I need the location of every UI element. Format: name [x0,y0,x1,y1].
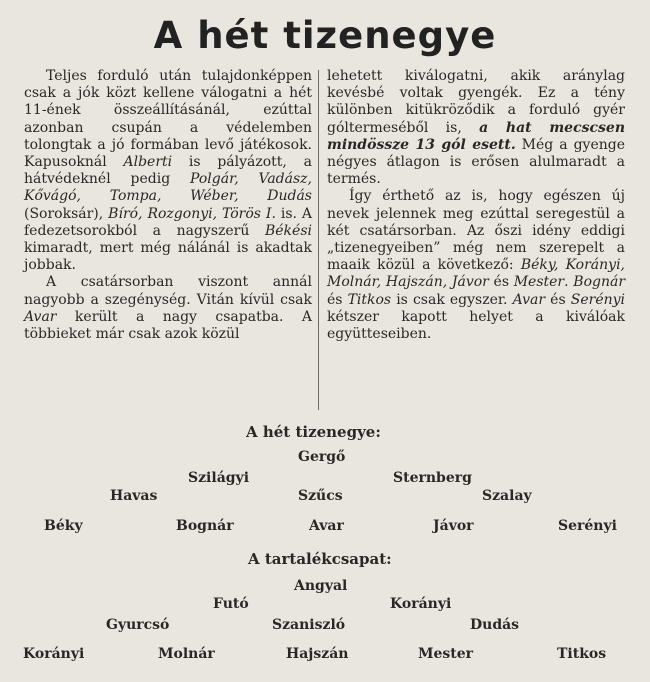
reserve-goalkeeper: Angyal [294,578,348,594]
lineup-halfback: Szalay [482,488,532,504]
text-run: is pályázott, a hátvédeknél pedig [24,154,312,188]
lineup-halfback: Szűcs [298,488,343,504]
article-right-column [327,68,625,343]
reserve-forward: Mester [418,646,474,662]
player-name: Serényi [570,291,626,308]
reserve-forward: Molnár [158,646,215,662]
text-run: és [545,291,571,308]
lineup-forward: Jávor [433,518,474,534]
lineup-title: A hét tizenegye: [246,423,381,441]
player-name: Bognár [573,274,626,291]
lineup-goalkeeper: Gergő [298,449,346,465]
player-name: Alberti [123,154,173,171]
text-run: kétszer kapott helyet a kiválóak együtteseiben. [327,308,625,343]
reserve-defender: Korányi [390,596,452,612]
reserve-halfback: Szaniszló [272,617,346,633]
lineup-defender: Sternberg [393,470,472,486]
player-names: Polgár, Vadász, Kővágó, Tompa, Wéber, Dudás [24,171,312,205]
lineup-forward: Béky [44,518,83,534]
text-run: A csatársorban viszont annál nagyobb a szegénység. Vitán kívül csak [24,274,312,308]
text-run: lehetett kiválogatni, akik aránylag kevésbé voltak gyengék. Ez a tény különben kitükröződik a forduló gyér góltermeséből is, [327,68,625,136]
text-run: is csak egyszer. [391,291,513,308]
player-name: Mester [513,274,565,291]
reserve-defender: Futó [213,596,249,612]
reserve-title: A tartalékcsapat: [248,550,392,568]
reserve-forward: Korányi [23,646,85,662]
text-run: és [327,291,348,308]
player-name: Békési [264,222,312,239]
text-run: kimaradt, mert még nálánál is akadtak jobbak. [24,240,312,274]
text-run: is. A fedezetsorokból a nagyszerű [24,205,313,239]
article-left-column [24,68,312,343]
lineup-defender: Szilágyi [188,470,250,486]
lineup-forward: Serényi [558,518,617,534]
player-names: Béky, Korányi, Molnár, Hajszán, Jávor [327,257,625,291]
player-name: Avar [512,291,546,308]
text-run: és [488,274,514,291]
player-name: Avar [24,308,57,325]
reserve-forward: Titkos [557,646,607,662]
emphasis-text: a hat mecscsen mindössze 13 gól esett. [327,119,625,153]
text-run: Így érthető az is, hogy egészen új nevek jelennek meg ezúttal seregestül a két csatársorban. Az őszi idény eddigi „tizenegyeiben” még nem szerepelt a maaik közül a következő: [327,188,625,274]
player-name: Titkos [347,291,392,308]
text-run: Még a gyenge négyes átlagon is erősen alulmaradt a termés. [327,136,625,188]
text-run: Teljes forduló után tulajdonképpen csak a jók közt kellene válogatni a hét 11-ének összeállításánál, ezúttal azonban csupán a védelemben tolongtak a jó formában levő játékosok. Kapusoknál [24,68,312,171]
column-divider [318,70,319,410]
lineup-forward: Avar [309,518,344,534]
left-paragraph-1 [24,68,312,274]
reserve-forward: Hajszán [286,646,349,662]
reserve-halfback: Dudás [470,617,520,633]
text-run: . [564,274,574,291]
text-run: (Soroksár), [24,205,109,222]
reserve-halfback: Gyurcsó [106,617,170,633]
player-names: Bíró, Rozgonyi, Törös I. [108,205,276,222]
lineup-forward: Bognár [176,518,234,534]
lineup-halfback: Havas [110,488,158,504]
left-paragraph-2 [24,274,312,343]
headline: A hét tizenegye [153,14,497,57]
text-run: került a nagy csapatba. A többieket már csak azok közül [24,308,312,343]
right-paragraph-1 [327,68,625,188]
right-paragraph-2 [327,188,625,343]
